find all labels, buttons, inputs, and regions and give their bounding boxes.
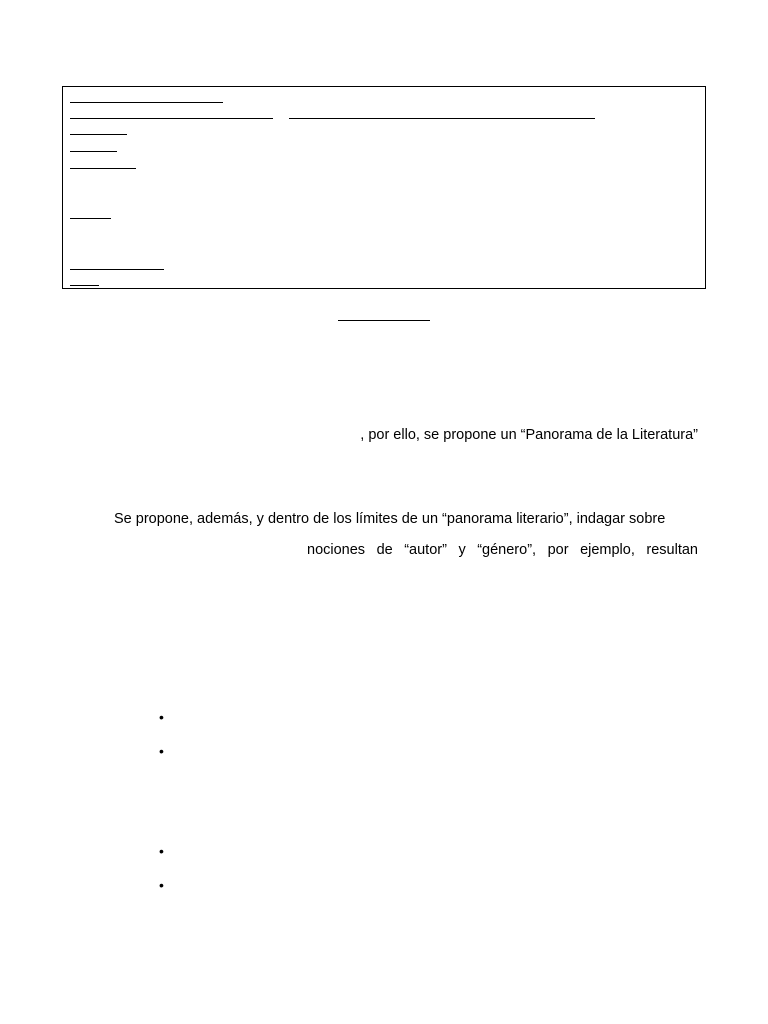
word: “autor”: [404, 542, 447, 558]
word: por: [547, 542, 569, 558]
header-field-line: [70, 168, 136, 169]
header-field-line: [70, 285, 99, 286]
header-field-line: [70, 118, 273, 119]
list-bullet: •: [159, 743, 164, 759]
word: y: [458, 542, 466, 558]
header-field-line: [70, 269, 164, 270]
body-text-line: , por ello, se propone un “Panorama de la Literatura”: [360, 427, 698, 443]
word: de: [376, 542, 393, 558]
header-info-box: [62, 86, 706, 289]
word: ejemplo,: [580, 542, 635, 558]
list-bullet: •: [159, 877, 164, 893]
body-text-line: Se propone, además, y dentro de los límites de un “panorama literario”, indagar sobre: [114, 511, 666, 527]
list-bullet: •: [159, 843, 164, 859]
header-field-line: [70, 102, 223, 103]
header-field-line: [70, 151, 117, 152]
word: nociones: [307, 542, 366, 558]
header-field-line: [70, 218, 111, 219]
body-text-line-justified: [307, 541, 698, 559]
word: “género”,: [477, 542, 537, 558]
word: resultan: [646, 542, 698, 558]
list-bullet: •: [159, 709, 164, 725]
title-underline: [338, 320, 430, 321]
header-field-line: [289, 118, 595, 119]
header-field-line: [70, 134, 127, 135]
